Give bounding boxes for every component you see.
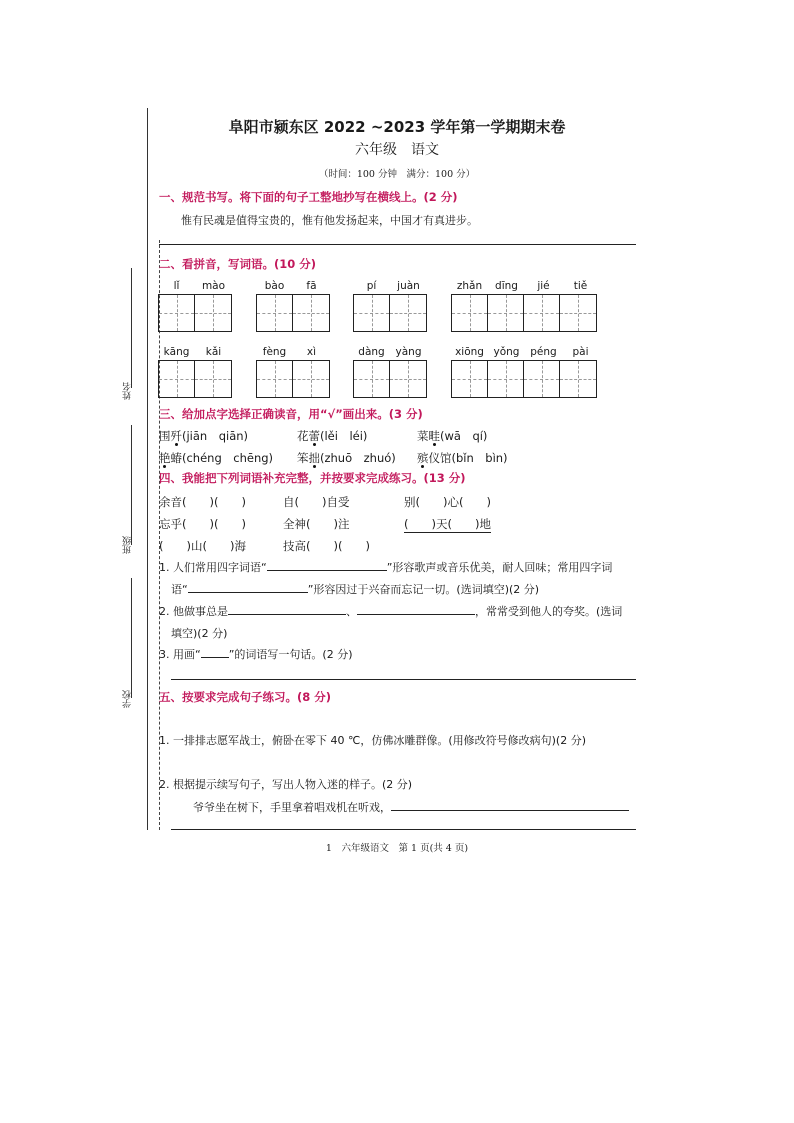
- section5-heading: 五、按要求完成句子练习。(8 分): [159, 690, 332, 704]
- q4-3-answer-line[interactable]: [171, 679, 636, 680]
- pronunciation-item[interactable]: 艳蝽(chéng chēng): [159, 451, 274, 465]
- pinyin: yàng: [395, 346, 422, 358]
- q4-2-line2: 填空)(2 分): [171, 627, 228, 640]
- char-grid[interactable]: [256, 360, 330, 398]
- idiom-blank[interactable]: 余音( )( ): [159, 495, 246, 509]
- school-field[interactable]: [131, 578, 132, 698]
- q5-2-blank[interactable]: [391, 810, 629, 811]
- binding-line: [147, 108, 148, 830]
- idiom-blank[interactable]: 忘乎( )( ): [159, 517, 246, 531]
- idiom-blank[interactable]: 别( )心( ): [404, 495, 491, 509]
- q4-1-blank2[interactable]: [188, 592, 308, 593]
- page-footer: [0, 840, 794, 854]
- name-label: 姓名: [123, 382, 133, 400]
- pinyin: juàn: [397, 280, 420, 292]
- q4-1-line1: 1. 人们常用四字词语“ ”形容歌声或音乐优美，耐人回味；常用四字词: [159, 561, 613, 574]
- idiom-blank[interactable]: 技高( )( ): [283, 539, 370, 553]
- q4-2-blank2[interactable]: [357, 614, 475, 615]
- pinyin: pài: [572, 346, 589, 358]
- q4-3-sample-line: [201, 657, 229, 658]
- pinyin: zhǎn: [456, 280, 483, 292]
- idiom-blank-underlined[interactable]: [404, 516, 491, 533]
- pinyin: fèng: [262, 346, 287, 358]
- exam-subtitle: 六年级 语文: [355, 142, 439, 158]
- class-field[interactable]: [131, 425, 132, 545]
- q5-2-answer-line[interactable]: [171, 829, 636, 830]
- exam-meta: （时间：100 分钟 满分：100 分）: [318, 169, 476, 180]
- pinyin: tiě: [573, 280, 588, 292]
- char-grid[interactable]: [451, 294, 597, 332]
- class-label: 班级: [123, 536, 133, 554]
- pinyin: jié: [537, 280, 550, 292]
- q5-2-prompt-line: 爷爷坐在树下，手里拿着唱戏机在听戏，: [193, 799, 629, 815]
- pronunciation-item[interactable]: 笨拙(zhuō zhuó): [297, 451, 396, 465]
- pinyin: yǒng: [493, 346, 520, 358]
- char-grid[interactable]: [451, 360, 597, 398]
- idiom-blank[interactable]: 自( )自受: [283, 495, 350, 509]
- pinyin: dīng: [495, 280, 518, 292]
- pinyin: fā: [306, 280, 317, 292]
- section3-heading: 三、给加点字选择正确读音，用“√”画出来。(3 分): [159, 407, 423, 421]
- pronunciation-item[interactable]: 殡仪馆(bǐn bìn): [417, 451, 508, 465]
- school-label: 学校: [123, 690, 133, 708]
- exam-title: 阜阳市颍东区 2022 ~2023 学年第一学期期末卷: [228, 118, 566, 136]
- char-grid[interactable]: [353, 360, 427, 398]
- pinyin: mào: [201, 280, 226, 292]
- char-grid[interactable]: [158, 360, 232, 398]
- page-number: 1: [325, 843, 332, 854]
- q4-1-line2: 语“ ”形容因过于兴奋而忘记一切。(选词填空)(2 分): [171, 583, 540, 596]
- pronunciation-item[interactable]: 花蕾(lěi léi): [297, 429, 368, 443]
- pinyin: péng: [530, 346, 557, 358]
- q4-2-blank1[interactable]: [228, 614, 346, 615]
- q4-3-prompt: 3. 用画“ ”的词语写一句话。(2 分): [159, 648, 353, 661]
- pinyin: kǎi: [205, 346, 222, 358]
- char-grid[interactable]: [256, 294, 330, 332]
- pinyin: dàng: [358, 346, 385, 358]
- q4-2-line1: 2. 他做事总是 、 ，常常受到他人的夸奖。(选词: [159, 605, 623, 618]
- q5-2: 2. 根据提示续写句子，写出人物入迷的样子。(2 分): [159, 778, 413, 791]
- pronunciation-item[interactable]: 菜畦(wā qí): [417, 429, 488, 443]
- pronunciation-item[interactable]: 围歼(jiān qiān): [159, 429, 249, 443]
- section1-answer-line[interactable]: [159, 244, 636, 245]
- q4-1-blank1[interactable]: [267, 570, 387, 571]
- pinyin: bào: [264, 280, 285, 292]
- idiom-blank[interactable]: ( )山( )海: [159, 539, 246, 553]
- pinyin: kāng: [163, 346, 190, 358]
- pinyin: lǐ: [173, 280, 180, 292]
- underlined-idiom: ( )天( )地: [404, 517, 491, 531]
- pinyin: pí: [366, 280, 377, 292]
- pinyin: xì: [306, 346, 317, 358]
- q5-1: 1. 一排排志愿军战士，俯卧在零下 40 ℃，仿佛冰雕群像。(用修改符号修改病句)(2 分): [159, 734, 586, 747]
- section4-heading: 四、我能把下列词语补充完整，并按要求完成练习。(13 分): [159, 471, 466, 485]
- pinyin: xiōng: [455, 346, 484, 358]
- char-grid[interactable]: [158, 294, 232, 332]
- section1-heading: 一、规范书写。将下面的句子工整地抄写在横线上。(2 分): [159, 190, 458, 204]
- section1-sentence: 惟有民魂是值得宝贵的，惟有他发扬起来，中国才有真进步。: [181, 214, 478, 227]
- page-label: 六年级语文 第 1 页(共 4 页): [341, 843, 469, 854]
- idiom-blank[interactable]: 全神( )注: [283, 517, 350, 531]
- section2-heading: 二、看拼音，写词语。(10 分): [159, 257, 317, 271]
- name-field[interactable]: [131, 268, 132, 388]
- char-grid[interactable]: [353, 294, 427, 332]
